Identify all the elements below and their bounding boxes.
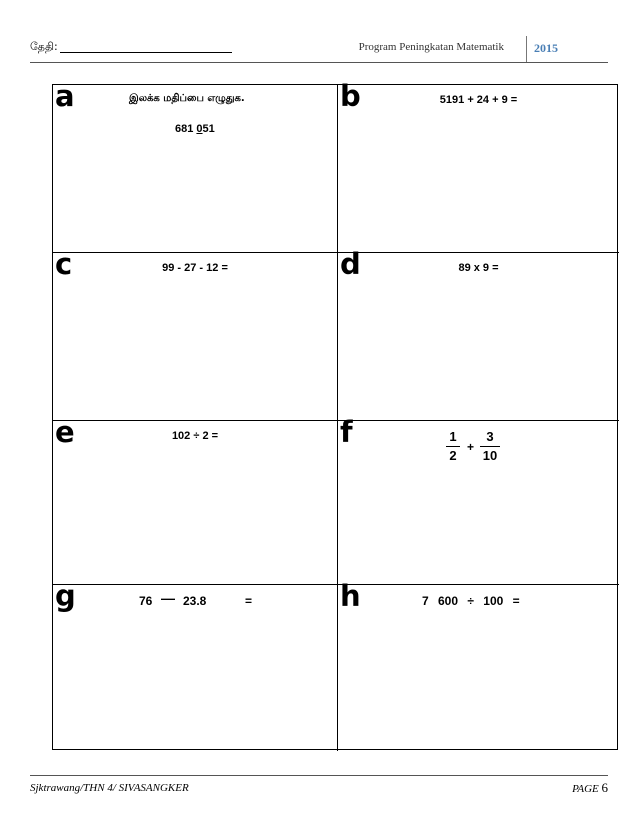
question-cell-e: [53, 415, 338, 585]
question-text: 5191 + 24 + 9 =: [439, 94, 518, 106]
fraction-one: [446, 429, 460, 464]
fraction-two: [480, 429, 500, 464]
page-number: 6: [601, 780, 608, 795]
question-cell-d: [338, 247, 619, 421]
date-label: தேதி:: [30, 40, 58, 53]
question-letter: b: [340, 79, 361, 113]
question-letter: e: [55, 415, 75, 449]
date-blank-line: [60, 52, 232, 53]
question-cell-g: [53, 579, 338, 751]
header-rule: [30, 62, 608, 63]
number-underlined-digit: 0: [196, 123, 203, 135]
fraction-bar: [480, 446, 500, 447]
minus-operator: —: [161, 590, 175, 606]
footer-rule: [30, 775, 608, 776]
page-label: PAGE: [572, 783, 602, 795]
fraction-numerator: 1: [449, 429, 457, 444]
question-cell-b: [338, 79, 619, 253]
question-letter: d: [340, 247, 361, 281]
question-cell-h: [338, 579, 619, 751]
footer-author: Sjktrawang/THN 4/ SIVASANGKER: [30, 782, 189, 794]
question-letter: g: [55, 579, 76, 613]
question-text: 99 - 27 - 12 =: [162, 262, 228, 274]
program-title: Program Peningkatan Matematik: [358, 41, 504, 53]
fraction-denominator: 2: [449, 448, 457, 463]
year-label: 2015: [534, 41, 558, 55]
fraction-bar: [446, 446, 460, 447]
fraction-denominator: 10: [482, 448, 498, 463]
operand-b: 23.8: [183, 594, 207, 608]
question-grid: [52, 79, 618, 750]
question-letter: a: [55, 79, 75, 113]
question-text: 7 600 ÷ 100 =: [422, 594, 520, 608]
fraction-numerator: 3: [486, 429, 494, 444]
number-start: 681: [175, 123, 197, 135]
page-indicator: [572, 780, 608, 796]
header-separator: [526, 36, 527, 62]
question-text: 89 x 9 =: [458, 262, 499, 274]
question-number: [175, 123, 215, 135]
number-end: 51: [202, 123, 215, 135]
question-cell-c: [53, 247, 338, 421]
question-letter: c: [55, 247, 73, 281]
page-header: [30, 36, 608, 62]
question-cell-a: [53, 79, 338, 253]
question-cell-f: [338, 415, 619, 585]
plus-operator: +: [467, 440, 475, 454]
operand-a: 76: [139, 594, 153, 608]
equals-sign: =: [245, 594, 253, 608]
question-text: 102 ÷ 2 =: [171, 430, 219, 442]
question-letter: f: [340, 415, 353, 449]
question-instruction: இலக்க மதிப்பை எழுதுக.: [129, 93, 245, 104]
question-letter: h: [340, 579, 361, 613]
